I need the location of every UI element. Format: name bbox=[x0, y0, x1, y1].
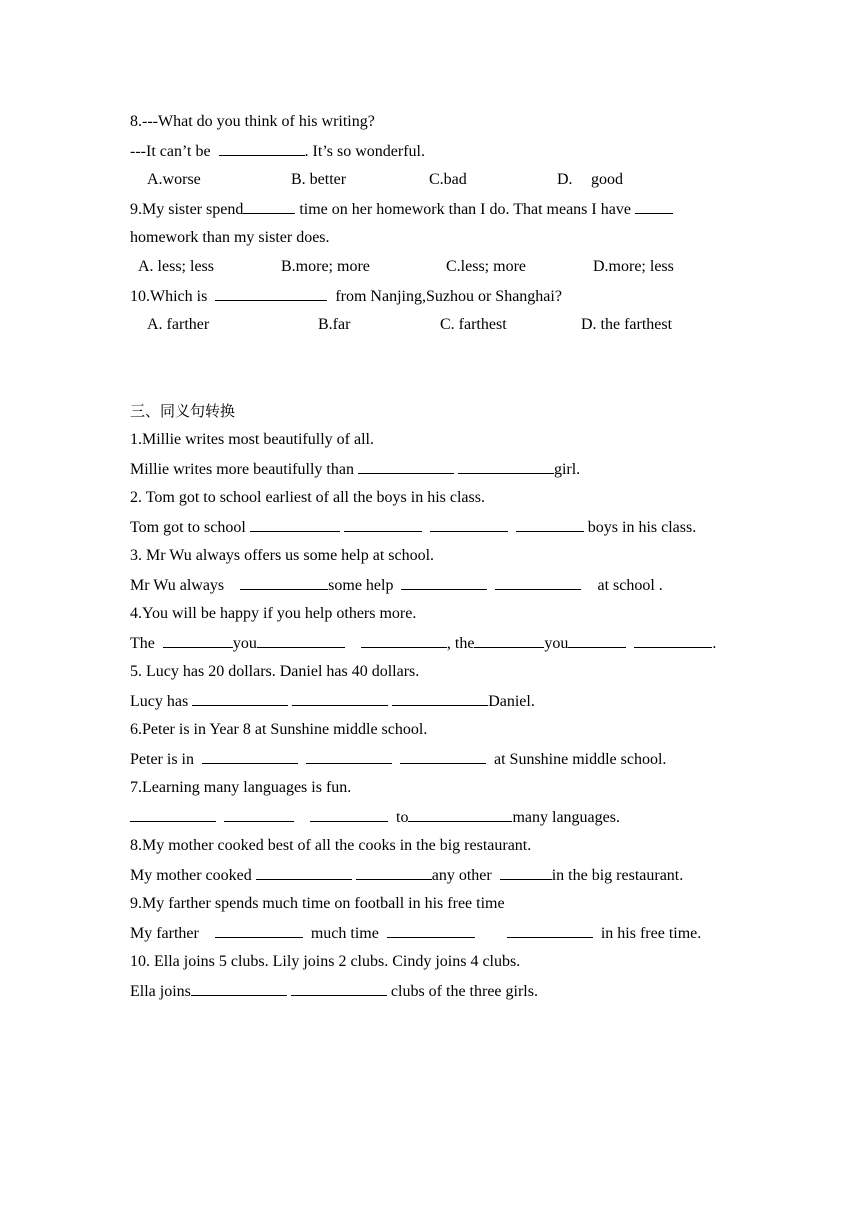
item1-rewrite: Millie writes more beautifully than girl. bbox=[130, 461, 581, 478]
q8-option-c: C.bad bbox=[429, 171, 467, 188]
q8-option-b: B. better bbox=[291, 171, 347, 188]
item2-original: 2. Tom got to school earliest of all the boys in his class. bbox=[130, 489, 485, 506]
answer-blank[interactable] bbox=[500, 865, 552, 880]
answer-blank[interactable] bbox=[568, 633, 626, 648]
section-heading: 三、同义句转换 bbox=[130, 402, 236, 420]
answer-blank[interactable] bbox=[635, 199, 673, 214]
answer-blank[interactable] bbox=[401, 575, 487, 590]
answer-blank[interactable] bbox=[250, 517, 340, 532]
answer-blank[interactable] bbox=[408, 807, 512, 822]
item6-rewrite: Peter is in at Sunshine middle school. bbox=[130, 751, 667, 768]
answer-blank[interactable] bbox=[219, 141, 305, 156]
answer-blank[interactable] bbox=[634, 633, 712, 648]
answer-blank[interactable] bbox=[458, 459, 554, 474]
q9-option-c: C.less; more bbox=[446, 258, 526, 275]
item9-rewrite: My farther much time in his free time. bbox=[130, 925, 702, 942]
q9-option-a: A. less; less bbox=[138, 258, 214, 275]
answer-blank[interactable] bbox=[495, 575, 581, 590]
item10-original: 10. Ella joins 5 clubs. Lily joins 2 clubs. Cindy joins 4 clubs. bbox=[130, 953, 521, 970]
item7-rewrite: to many languages. bbox=[130, 807, 620, 828]
answer-blank[interactable] bbox=[306, 749, 392, 764]
answer-blank[interactable] bbox=[202, 749, 298, 764]
item9-original: 9.My farther spends much time on football in his free time bbox=[130, 895, 505, 912]
item3-original: 3. Mr Wu always offers us some help at school. bbox=[130, 547, 435, 564]
answer-blank[interactable] bbox=[356, 865, 432, 880]
answer-blank[interactable] bbox=[291, 981, 387, 996]
q8-option-d-text: good bbox=[591, 171, 623, 188]
q10-option-c: C. farthest bbox=[440, 316, 507, 333]
item10-rewrite: Ella joins clubs of the three girls. bbox=[130, 983, 538, 1000]
answer-blank[interactable] bbox=[243, 199, 295, 214]
answer-blank[interactable] bbox=[224, 807, 294, 822]
q8-option-d-letter: D. bbox=[557, 171, 573, 188]
item5-original: 5. Lucy has 20 dollars. Daniel has 40 dollars. bbox=[130, 663, 420, 680]
answer-blank[interactable] bbox=[163, 633, 233, 648]
answer-blank[interactable] bbox=[191, 981, 287, 996]
q10-option-b: B.far bbox=[318, 316, 351, 333]
item2-rewrite: Tom got to school boys in his class. bbox=[130, 519, 697, 536]
answer-blank[interactable] bbox=[516, 517, 584, 532]
q9-option-d: D.more; less bbox=[593, 258, 674, 275]
q8-answer-line: ---It can’t be . It’s so wonderful. bbox=[130, 143, 425, 160]
q10-question: 10.Which is from Nanjing,Suzhou or Shanghai? bbox=[130, 288, 562, 305]
item5-rewrite: Lucy has Daniel. bbox=[130, 693, 535, 710]
answer-blank[interactable] bbox=[215, 286, 327, 301]
item3-rewrite: Mr Wu always some help at school . bbox=[130, 577, 663, 594]
answer-blank[interactable] bbox=[387, 923, 475, 938]
item4-original: 4.You will be happy if you help others more. bbox=[130, 605, 417, 622]
item8-rewrite: My mother cooked any other in the big restaurant. bbox=[130, 867, 684, 884]
item8-original: 8.My mother cooked best of all the cooks in the big restaurant. bbox=[130, 837, 532, 854]
item7-original: 7.Learning many languages is fun. bbox=[130, 779, 352, 796]
q10-option-d: D. the farthest bbox=[581, 316, 673, 333]
q9-option-b: B.more; more bbox=[281, 258, 370, 275]
answer-blank[interactable] bbox=[474, 633, 544, 648]
answer-blank[interactable] bbox=[257, 633, 345, 648]
item1-original: 1.Millie writes most beautifully of all. bbox=[130, 431, 374, 448]
answer-blank[interactable] bbox=[256, 865, 352, 880]
item6-original: 6.Peter is in Year 8 at Sunshine middle school. bbox=[130, 721, 428, 738]
answer-blank[interactable] bbox=[344, 517, 422, 532]
answer-blank[interactable] bbox=[215, 923, 303, 938]
q10-option-a: A. farther bbox=[147, 316, 210, 333]
answer-blank[interactable] bbox=[392, 691, 488, 706]
q9-question-line1: 9.My sister spend time on her homework than I do. That means I have bbox=[130, 199, 673, 220]
answer-blank[interactable] bbox=[130, 807, 216, 822]
answer-blank[interactable] bbox=[358, 459, 454, 474]
answer-blank[interactable] bbox=[192, 691, 288, 706]
answer-blank[interactable] bbox=[361, 633, 447, 648]
answer-blank[interactable] bbox=[240, 575, 328, 590]
answer-blank[interactable] bbox=[507, 923, 593, 938]
q8-question: 8.---What do you think of his writing? bbox=[130, 113, 375, 130]
answer-blank[interactable] bbox=[430, 517, 508, 532]
answer-blank[interactable] bbox=[310, 807, 388, 822]
answer-blank[interactable] bbox=[400, 749, 486, 764]
q9-question-line2: homework than my sister does. bbox=[130, 229, 330, 246]
answer-blank[interactable] bbox=[292, 691, 388, 706]
q8-option-a: A.worse bbox=[147, 171, 201, 188]
item4-rewrite: The you , the you . bbox=[130, 635, 717, 652]
